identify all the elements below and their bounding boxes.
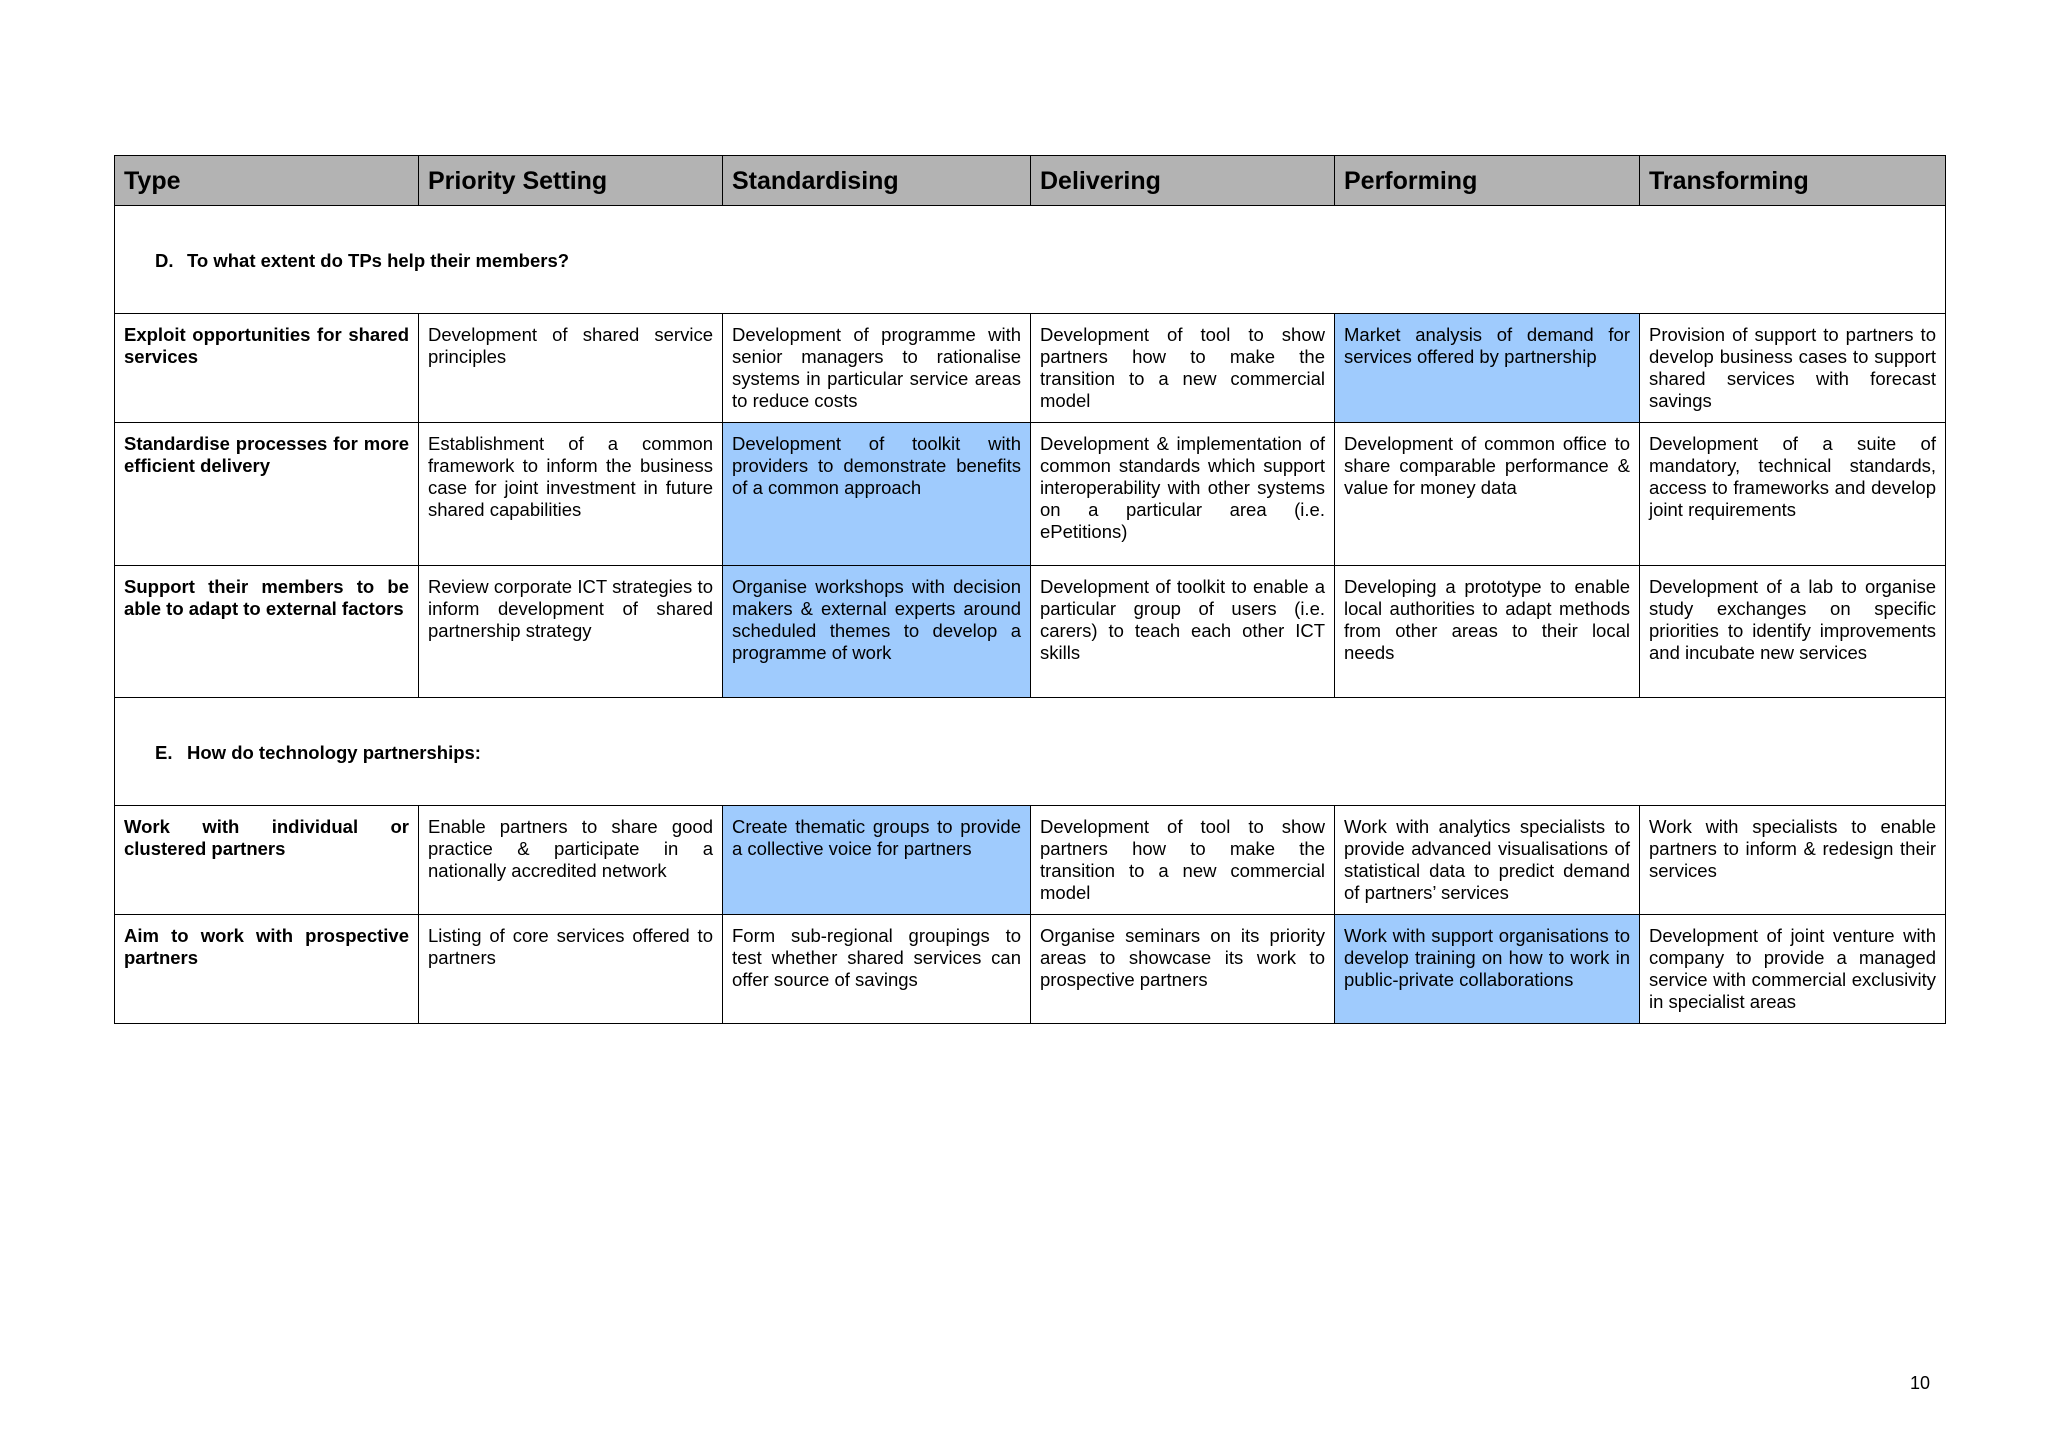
cell-performing-highlighted: Work with support organisations to develop training on how to work in public-private collaborations: [1335, 915, 1640, 1024]
cell-performing: Work with analytics specialists to provide advanced visualisations of statistical data to predict demand of partners’ services: [1335, 806, 1640, 915]
cell-priority-setting: Review corporate ICT strategies to inform development of shared partnership strategy: [419, 566, 723, 698]
table-row: [115, 806, 1946, 915]
cell-delivering: Development of tool to show partners how to make the transition to a new commercial model: [1031, 806, 1335, 915]
section-e-number: E.: [155, 741, 173, 763]
row-type-label: Work with individual or clustered partners: [115, 806, 419, 915]
cell-priority-setting: Development of shared service principles: [419, 314, 723, 423]
header-delivering: Delivering: [1031, 156, 1335, 206]
cell-standardising-highlighted: Development of toolkit with providers to demonstrate benefits of a common approach: [723, 423, 1031, 566]
partnership-matrix-table: [114, 155, 1946, 1024]
cell-delivering: Development of tool to show partners how to make the transition to a new commercial model: [1031, 314, 1335, 423]
cell-priority-setting: Establishment of a common framework to inform the business case for joint investment in future shared capabilities: [419, 423, 723, 566]
cell-transforming: Provision of support to partners to develop business cases to support shared services with forecast savings: [1640, 314, 1946, 423]
cell-transforming: Development of a lab to organise study exchanges on specific priorities to identify improvements and incubate new services: [1640, 566, 1946, 698]
row-type-label: Standardise processes for more efficient delivery: [115, 423, 419, 566]
header-standardising: Standardising: [723, 156, 1031, 206]
cell-standardising: Development of programme with senior managers to rationalise systems in particular service areas to reduce costs: [723, 314, 1031, 423]
header-type: Type: [115, 156, 419, 206]
table-row: [115, 423, 1946, 566]
cell-delivering: Development of toolkit to enable a particular group of users (i.e. carers) to teach each other ICT skills: [1031, 566, 1335, 698]
section-e-heading: [115, 698, 1946, 806]
cell-delivering: Development & implementation of common standards which support interoperability with other systems on a particular area (i.e. ePetitions): [1031, 423, 1335, 566]
section-d-heading: [115, 206, 1946, 314]
cell-performing-highlighted: Market analysis of demand for services offered by partnership: [1335, 314, 1640, 423]
cell-transforming: Development of a suite of mandatory, technical standards, access to frameworks and develop joint requirements: [1640, 423, 1946, 566]
section-e-title: How do technology partnerships:: [187, 741, 481, 763]
header-performing: Performing: [1335, 156, 1640, 206]
cell-standardising-highlighted: Organise workshops with decision makers & external experts around scheduled themes to develop a programme of work: [723, 566, 1031, 698]
cell-priority-setting: Listing of core services offered to partners: [419, 915, 723, 1024]
section-e-row: [115, 698, 1946, 806]
row-type-label: Support their members to be able to adapt to external factors: [115, 566, 419, 698]
header-row: [115, 156, 1946, 206]
cell-transforming: Work with specialists to enable partners to inform & redesign their services: [1640, 806, 1946, 915]
table-row: [115, 915, 1946, 1024]
cell-standardising-highlighted: Create thematic groups to provide a collective voice for partners: [723, 806, 1031, 915]
cell-performing: Developing a prototype to enable local authorities to adapt methods from other areas to their local needs: [1335, 566, 1640, 698]
cell-priority-setting: Enable partners to share good practice & participate in a nationally accredited network: [419, 806, 723, 915]
table-row: [115, 314, 1946, 423]
page-number: 10: [1910, 1373, 1931, 1393]
row-type-label: Aim to work with prospective partners: [115, 915, 419, 1024]
table-row: [115, 566, 1946, 698]
section-d-row: [115, 206, 1946, 314]
section-d-number: D.: [155, 249, 174, 271]
header-transforming: Transforming: [1640, 156, 1946, 206]
section-d-title: To what extent do TPs help their members?: [187, 249, 570, 271]
cell-performing: Development of common office to share comparable performance & value for money data: [1335, 423, 1640, 566]
cell-standardising: Form sub-regional groupings to test whether shared services can offer source of savings: [723, 915, 1031, 1024]
header-priority-setting: Priority Setting: [419, 156, 723, 206]
cell-delivering: Organise seminars on its priority areas to showcase its work to prospective partners: [1031, 915, 1335, 1024]
row-type-label: Exploit opportunities for shared services: [115, 314, 419, 423]
cell-transforming: Development of joint venture with company to provide a managed service with commercial exclusivity in specialist areas: [1640, 915, 1946, 1024]
